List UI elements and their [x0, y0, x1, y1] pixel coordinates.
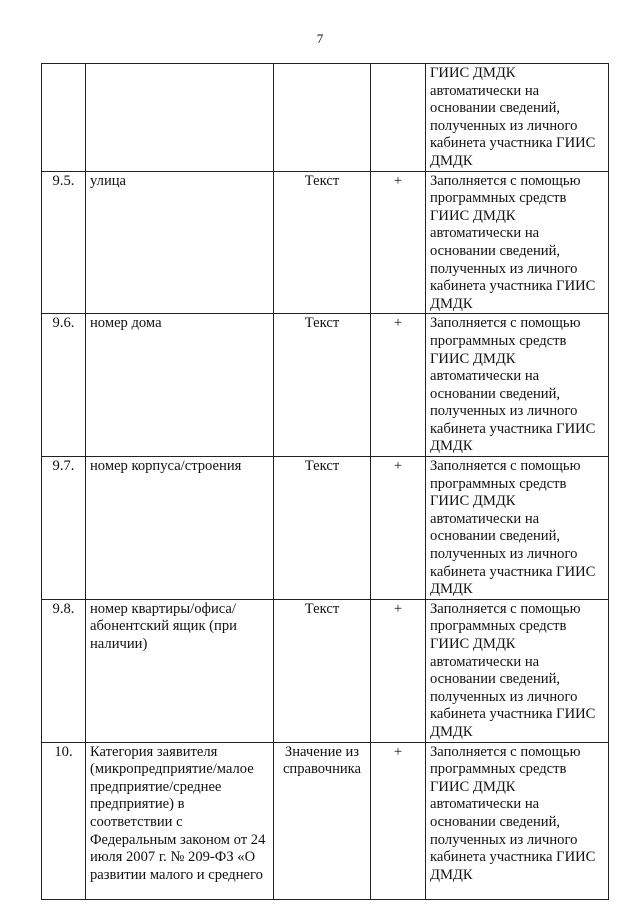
required-mark-cell: [371, 64, 426, 172]
required-mark-cell: +: [371, 171, 426, 314]
fill-method-cell: Заполняется с помощью программных средств ГИИС ДМДК автоматически на основании сведений, полученных из личного кабинета участника ГИИС ДМДК: [426, 599, 609, 742]
field-name-cell: номер корпуса/строения: [86, 457, 274, 600]
field-name-cell: Категория заявителя (микропредприятие/малое предприятие/среднее предприятие) в соответствии с Федеральным законом от 24 июля 2007 г. № 209-ФЗ «О развитии малого и среднего: [86, 742, 274, 899]
required-mark-cell: +: [371, 457, 426, 600]
row-number-cell: 10.: [42, 742, 86, 899]
field-name-cell: номер дома: [86, 314, 274, 457]
table-row: [42, 64, 609, 172]
row-number-cell: [42, 64, 86, 172]
field-type-cell: Текст: [274, 171, 371, 314]
table-row: [42, 742, 609, 899]
requirements-table: [41, 63, 609, 900]
row-number-cell: 9.7.: [42, 457, 86, 600]
required-mark-cell: +: [371, 314, 426, 457]
table-row: [42, 314, 609, 457]
row-number-cell: 9.5.: [42, 171, 86, 314]
row-number-cell: 9.6.: [42, 314, 86, 457]
fill-method-cell: ГИИС ДМДК автоматически на основании сведений, полученных из личного кабинета участника ГИИС ДМДК: [426, 64, 609, 172]
field-name-cell: улица: [86, 171, 274, 314]
table-row: [42, 457, 609, 600]
fill-method-cell: Заполняется с помощью программных средств ГИИС ДМДК автоматически на основании сведений, полученных из личного кабинета участника ГИИС ДМДК: [426, 742, 609, 899]
fill-method-cell: Заполняется с помощью программных средств ГИИС ДМДК автоматически на основании сведений, полученных из личного кабинета участника ГИИС ДМДК: [426, 314, 609, 457]
row-number-cell: 9.8.: [42, 599, 86, 742]
fill-method-cell: Заполняется с помощью программных средств ГИИС ДМДК автоматически на основании сведений, полученных из личного кабинета участника ГИИС ДМДК: [426, 457, 609, 600]
field-name-cell: [86, 64, 274, 172]
required-mark-cell: +: [371, 742, 426, 899]
field-type-cell: Текст: [274, 457, 371, 600]
field-type-cell: [274, 64, 371, 172]
table-row: [42, 599, 609, 742]
required-mark-cell: +: [371, 599, 426, 742]
field-type-cell: Текст: [274, 314, 371, 457]
field-type-cell: Текст: [274, 599, 371, 742]
page-number: 7: [316, 31, 324, 46]
field-name-cell: номер квартиры/офиса/ абонентский ящик (при наличии): [86, 599, 274, 742]
table-row: [42, 171, 609, 314]
field-type-cell: Значение из справочника: [274, 742, 371, 899]
fill-method-cell: Заполняется с помощью программных средств ГИИС ДМДК автоматически на основании сведений, полученных из личного кабинета участника ГИИС ДМДК: [426, 171, 609, 314]
